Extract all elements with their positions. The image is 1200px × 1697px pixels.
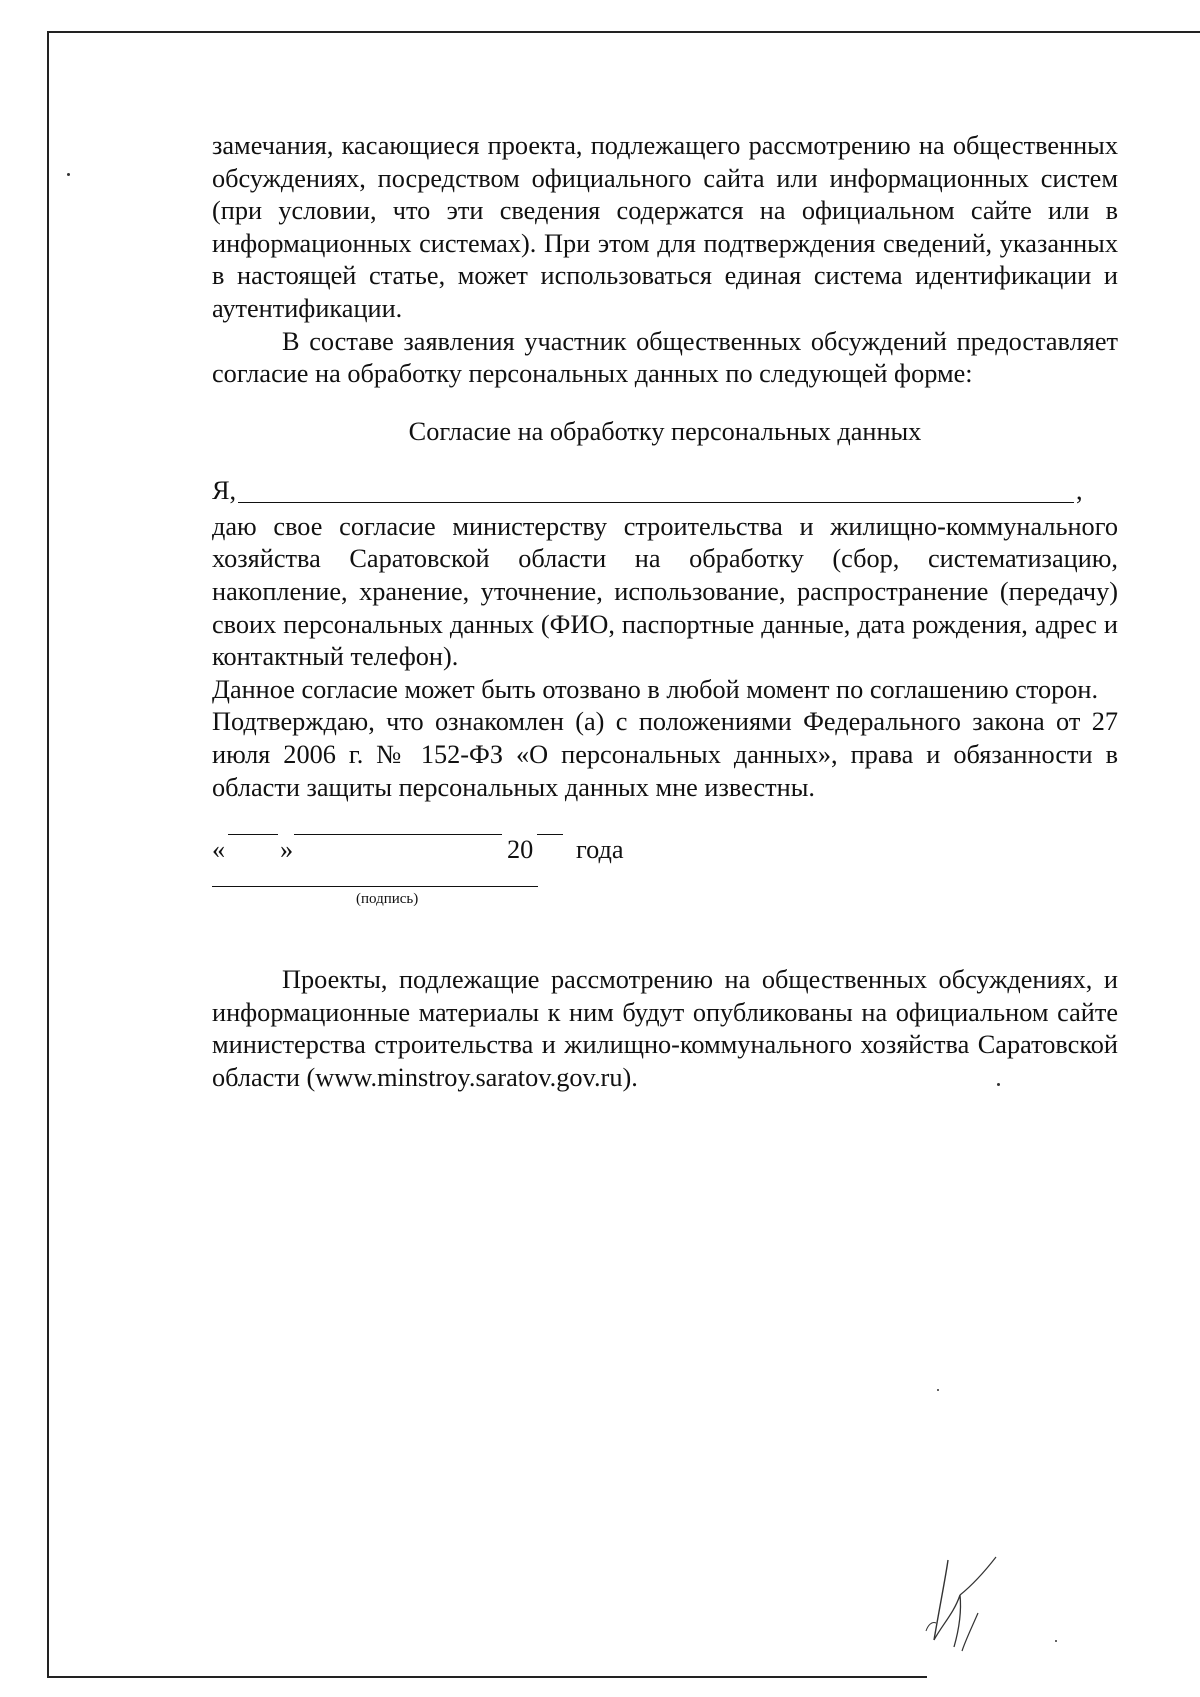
paragraph-law-acknowledgement: Подтверждаю, что ознакомлен (а) с положениями Федерального закона от 27 июля 2006 г. № 152-ФЗ «О персональных данных», права и обязанности в области защиты персональных данных мне известны. [212, 707, 1118, 802]
paragraph-consent-intro: В составе заявления участник общественных обсуждений предоставляет согласие на обработку персональных данных по следующей форме: [212, 326, 1118, 389]
paragraph-consent-revocation: Данное согласие может быть отозвано в любой момент по соглашению сторон. [212, 674, 1099, 704]
scan-speck [1055, 1640, 1057, 1642]
date-year-suffix: года [576, 835, 624, 865]
name-label: Я, [212, 475, 237, 505]
signature-caption: (подпись) [356, 891, 419, 908]
name-blank-underline [238, 502, 1074, 503]
page-frame-left-border [47, 31, 49, 1677]
name-fill-line [212, 475, 1118, 507]
year-blank-underline [537, 834, 563, 835]
page-frame-bottom-border [47, 1676, 927, 1678]
name-comma: , [1076, 475, 1083, 505]
signature-field [212, 868, 1118, 938]
paragraph-publication: Проекты, подлежащие рассмотрению на общественных обсуждениях, и информационные материалы к ним будут опубликованы на официальном сайте министерства строительства и жилищно-коммунального хозяйства Саратовской области (www.minstroy.saratov.gov.ru). [212, 965, 1118, 1092]
handwritten-signature-image [918, 1535, 1018, 1655]
scan-speck [67, 173, 70, 176]
signature-blank-underline [212, 886, 538, 887]
consent-form-title: Согласие на обработку персональных данных [408, 416, 922, 446]
date-fill-line [212, 834, 1118, 868]
document-body [212, 130, 1118, 1094]
page-frame-top-border [47, 31, 1200, 33]
month-blank-underline [294, 834, 502, 835]
date-year-prefix: 20 [507, 835, 534, 865]
date-open-quote: « [212, 835, 226, 865]
date-close-quote: » [280, 835, 294, 865]
scan-speck [937, 1389, 939, 1391]
paragraph-consent-scope: даю свое согласие министерству строительства и жилищно-коммунального хозяйства Саратовской области на обработку (сбор, систематизацию, накопление, хранение, уточнение, использование, распространение (передачу) своих персональных данных (ФИО, паспортные данные, дата рождения, адрес и контактный телефон). [212, 511, 1118, 672]
paragraph-remarks: замечания, касающиеся проекта, подлежащего рассмотрению на общественных обсуждениях, посредством официального сайта или информационных систем (при условии, что эти сведения содержатся на официальном сайте или в информационных системах). При этом для подтверждения сведений, указанных в настоящей статье, может использоваться единая система идентификации и аутентификации. [212, 131, 1118, 323]
day-blank-underline [228, 834, 278, 835]
